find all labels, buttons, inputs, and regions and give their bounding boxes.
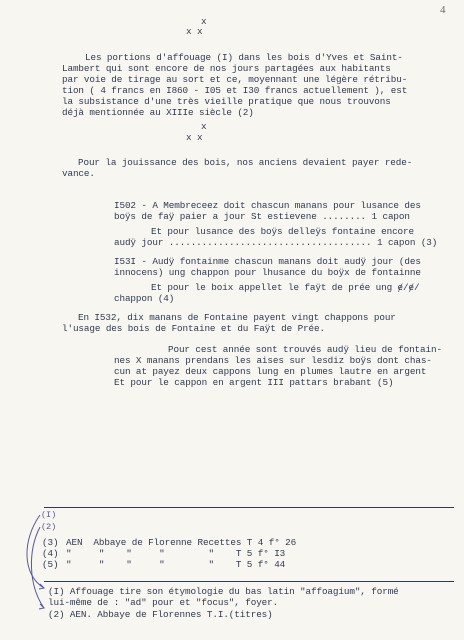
para-line: tion ( 4 francs en I860 - I05 et I30 francs actuellement ), est [62, 85, 408, 96]
para-line: En I532, dix manans de Fontaine payent vingt chappons pour [78, 312, 396, 323]
para-line: déjà mentionnée au XIIIe siècle (2) [62, 107, 254, 118]
para-line: la subsistance d'une très vieille pratique que nous trouvons [62, 96, 391, 107]
para-line: Lambert qui sont encore de nos jours partagées aux habitants [62, 63, 391, 74]
para-line: Pour cest année sont trouvés audÿ lieu de fontain- [168, 344, 442, 355]
margin-mark: (I) [41, 510, 57, 520]
quote-line: audÿ jour ..................................... 1 capon (3) [114, 237, 438, 248]
para-line: vance. [62, 168, 95, 179]
page-mark: 4 [440, 4, 446, 16]
ref-number: (4) [42, 548, 59, 559]
separator: x x [186, 26, 203, 37]
quote-line: chappon (4) [114, 293, 175, 304]
para-line: Pour la jouissance des bois, nos anciens devaient payer rede- [78, 157, 413, 168]
margin-mark: (2) [41, 522, 57, 532]
quote-line: I53I - Audÿ fontainme chascun manans doit audÿ jour (des [114, 256, 421, 267]
ref-number: (5) [42, 559, 59, 570]
footnote-line: (I) Affouage tire son étymologie du bas latin "affoagium", formé [48, 586, 399, 597]
ref-source: " " " " " T 5 f° 44 [66, 559, 286, 570]
ref-source: " " " " " T 5 f° I3 [66, 548, 286, 559]
para-line: par voie de tirage au sort et ce, moyennant une légère rétribu- [62, 74, 408, 85]
quote-line: I502 - A Membreceez doit chascun manans pour lusance des [114, 200, 421, 211]
pencil-arrow-1 [27, 515, 44, 588]
para-line: l'usage des bois de Fontaine et du Faÿt de Prée. [62, 323, 325, 334]
para-line: Les portions d'affouage (I) dans les bois d'Yves et Saint- [85, 52, 403, 63]
footnote-line: lui-même de : "ad" pour et "focus", foyer. [48, 597, 279, 608]
separator: x [201, 16, 207, 27]
separator: x x [186, 132, 203, 143]
footnote-line: (2) AEN. Abbaye de Florennes T.I.(titres) [48, 609, 273, 620]
separator: x [201, 121, 207, 132]
quote-line: Et pour lusance des boÿs delleÿs fontaine encore [151, 226, 414, 237]
quote-line: boÿs de faÿ paier a jour St estievene ........ 1 capon [114, 211, 410, 222]
quote-line: innocens) ung chappon pour lhusance du boÿx de fontainne [114, 267, 421, 278]
ref-source: AEN Abbaye de Florenne Recettes T 4 f° 26 [66, 537, 297, 548]
para-line: Et pour le cappon en argent III pattars brabant (5) [114, 377, 394, 388]
para-line: nes X manans prendans les aises sur lesdiz boÿs dont chas- [114, 355, 432, 366]
para-line: cun at payez deux cappons lung en plumes lautre en argent [114, 366, 427, 377]
ref-number: (3) [42, 537, 59, 548]
quote-line: Et pour le boix appellet le faÿt de prée ung ɇ/ɇ/ [151, 282, 420, 293]
pencil-arrow-2 [31, 527, 44, 608]
